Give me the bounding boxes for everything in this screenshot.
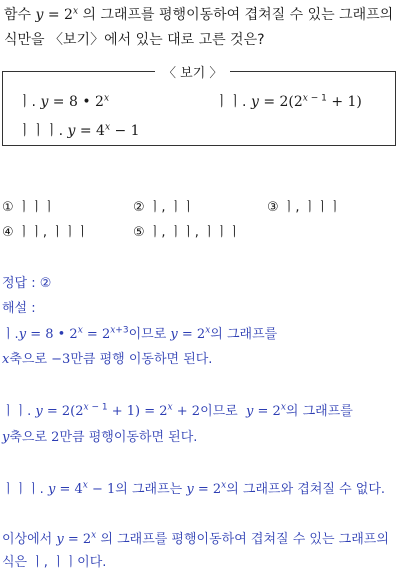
explanation-2-end: 의 그래프를	[285, 404, 353, 419]
explanation-3-mid: 의 그래프는	[115, 482, 183, 497]
explanation-1b-end: 만큼 평행 이동하면 된다.	[70, 352, 213, 367]
choice-4-text: ㅣㅣ, ㅣㅣㅣ	[17, 225, 89, 240]
choice-2-text: ㅣ, ㅣㅣ	[148, 200, 195, 215]
question-line-1: 함수 $y = 2^x$ 의 그래프를 평행이동하여 겹쳐질 수 있는 그래프의	[4, 6, 394, 23]
math-y-eq-2x: y	[35, 7, 44, 23]
explanation-1b: x축으로 −3만큼 평행 이동하면 된다.	[2, 352, 213, 367]
bogi-item-2: ㅣㅣ. $y = 2(2^{x - 1} + 1)$	[215, 93, 362, 110]
choice-2-num: ②	[133, 200, 145, 215]
explanation-3-end: 의 그래프와 겹쳐질 수 없다.	[226, 482, 386, 497]
explanation-2b: y축으로 2만큼 평행이동하면 된다.	[2, 430, 198, 445]
bogi-item-3: ㅣㅣㅣ. $y = 4^x - 1$	[18, 122, 140, 139]
choice-1-num: ①	[2, 200, 14, 215]
choice-1[interactable]	[2, 196, 55, 215]
choice-3-text: ㅣ, ㅣㅣㅣ	[282, 200, 342, 215]
choice-5-text: ㅣ, ㅣㅣ, ㅣㅣㅣ	[148, 225, 241, 240]
choice-5[interactable]	[133, 221, 241, 240]
answer-label: 정답 : ②	[2, 276, 52, 291]
conclusion-suffix: 의 그래프를 평행이동하여 겹쳐질 수 있는 그래프의	[96, 532, 389, 547]
choice-1-text: ㅣㅣㅣ	[17, 200, 56, 215]
explanation-2b-mid: 축으로	[9, 430, 52, 445]
question-suffix: 의 그래프를 평행이동하여 겹쳐질 수 있는 그래프의	[78, 7, 394, 23]
conclusion-prefix: 이상에서	[2, 532, 57, 547]
bogi-item-1-label: ㅣ.	[18, 94, 36, 110]
conclusion-line-1: 이상에서 $y = 2^x$ 의 그래프를 평행이동하여 겹쳐질 수 있는 그래프의	[2, 530, 389, 547]
question-line-2: 식만을 〈보기〉에서 있는 대로 고른 것은?	[4, 32, 265, 48]
question-prefix: 함수	[4, 7, 36, 23]
explanation-1-prefix: ㅣ.	[2, 327, 19, 342]
choice-4-num: ④	[2, 225, 14, 240]
choice-5-num: ⑤	[133, 225, 145, 240]
explanation-1b-mid: 축으로	[9, 352, 52, 367]
explanation-2b-end: 만큼 평행이동하면 된다.	[59, 430, 198, 445]
choice-3[interactable]	[267, 196, 341, 215]
explanation-3-prefix: ㅣㅣㅣ.	[2, 482, 44, 497]
explanation-1: ㅣ.y = 8 • $2^x = 2^{x+3}$이므로 $y = 2^x$의 그래프를	[2, 325, 278, 342]
choice-2[interactable]	[133, 196, 195, 215]
explanation-2-mid: 이므로	[200, 404, 238, 419]
explanation-2-prefix: ㅣㅣ.	[2, 404, 32, 419]
explanation-1-mid: 이므로	[128, 327, 167, 342]
bogi-item-1: ㅣ. y = 8 • 2$^x$	[18, 93, 110, 110]
bogi-item-2-label: ㅣㅣ.	[215, 94, 247, 110]
choice-3-num: ③	[267, 200, 279, 215]
bogi-title: 〈 보기 〉	[155, 62, 230, 81]
explanation-1-end: 의 그래프를	[210, 327, 278, 342]
explanation-3: ㅣㅣㅣ. $y = 4^x - 1$의 그래프는 $y = 2^x$의 그래프와 겹쳐질 수 없다.	[2, 480, 386, 497]
explanation-2: ㅣㅣ. $y = 2(2^{x - 1} + 1) = 2^x + 2$이므로 $y = 2^x$의 그래프를	[2, 402, 353, 419]
conclusion-line-2: 식은 ㅣ, ㅣㅣ이다.	[2, 555, 107, 570]
choice-4[interactable]	[2, 221, 89, 240]
bogi-item-3-label: ㅣㅣㅣ.	[18, 123, 64, 139]
explanation-label: 해설 :	[2, 301, 36, 316]
